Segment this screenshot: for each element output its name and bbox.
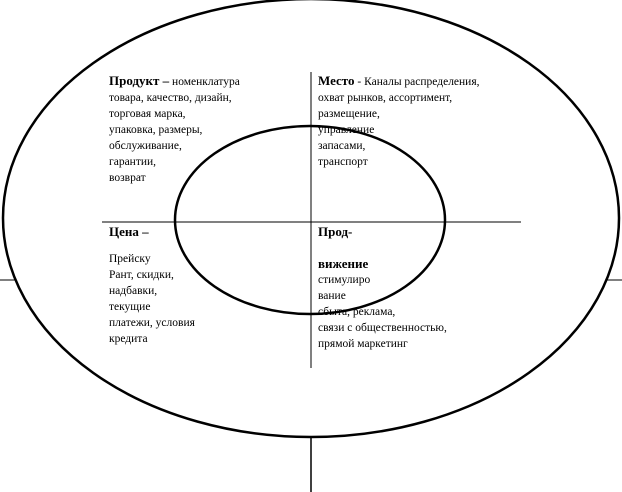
promotion-title: Прод- вижение [318, 224, 369, 271]
place-body: охват рынков, ассортимент, размещение, управление запасами, транспорт [318, 92, 453, 168]
product-lead: номенклатура [169, 76, 240, 88]
product-title: Продукт – [109, 73, 170, 88]
product-body: товара, качество, дизайн, торговая марка, упаковка, размеры, обслуживание, гарантии, возврат [109, 92, 232, 184]
promotion-quadrant [318, 224, 518, 352]
product-quadrant [109, 73, 304, 186]
price-title: Цена – [109, 224, 149, 239]
price-body: Прейску Рант, скидки, надбавки, текущие платежи, условия кредита [109, 253, 195, 345]
place-quadrant [318, 73, 518, 170]
promotion-body: стимулиро вание сбыта, реклама, связи с общественностью, прямой маркетинг [318, 274, 447, 350]
place-title: Место [318, 73, 355, 88]
price-quadrant [109, 224, 304, 347]
place-lead: - Каналы распределения, [354, 76, 480, 88]
